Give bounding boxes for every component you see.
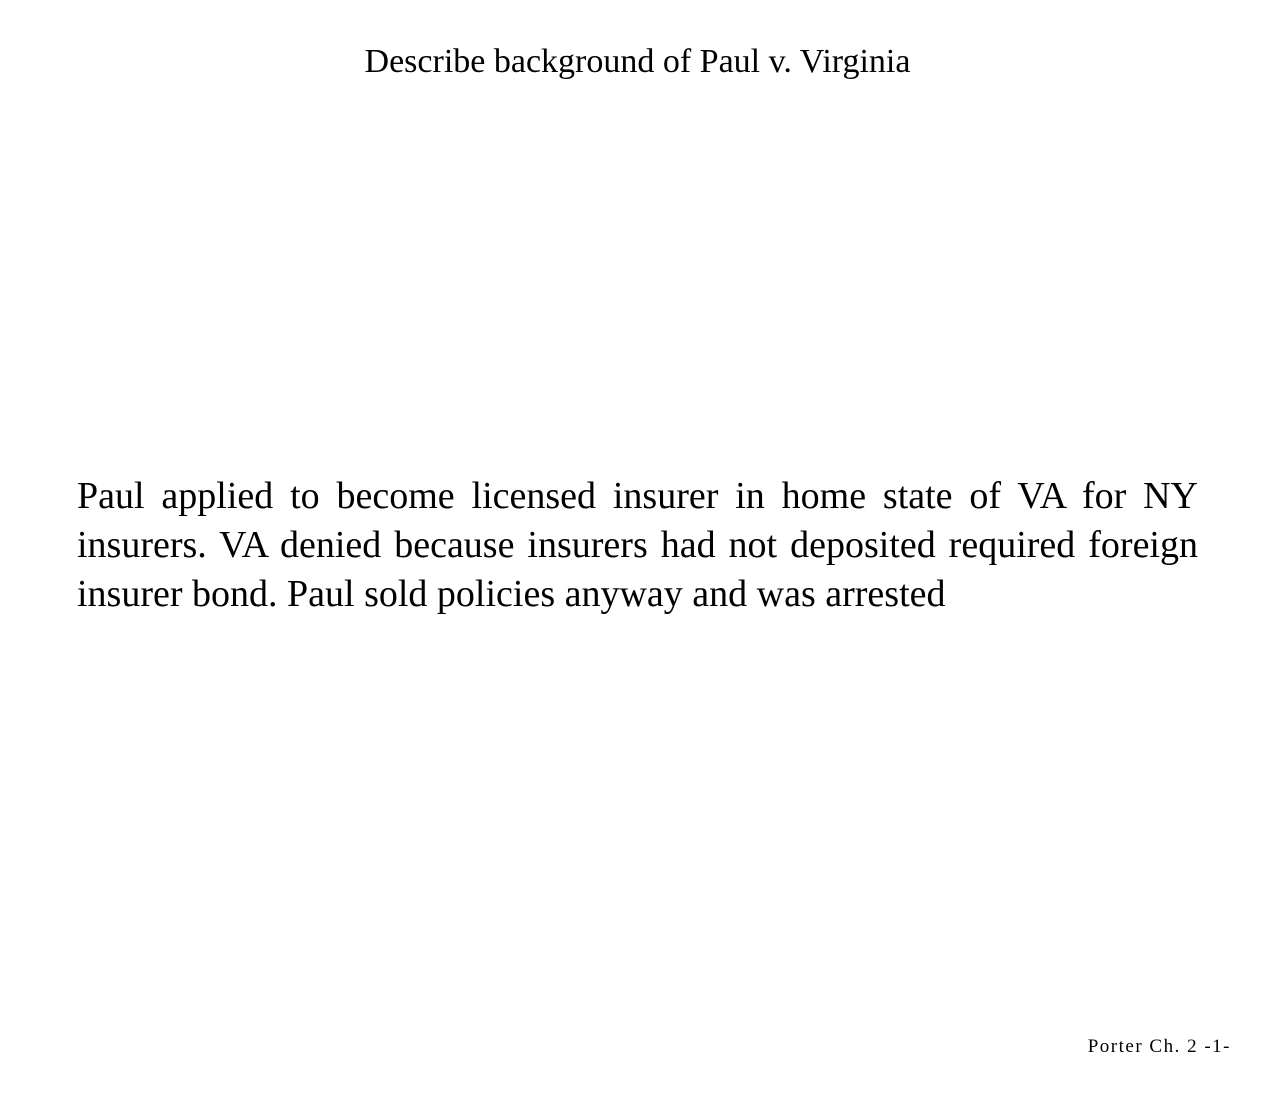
card-question: Describe background of Paul v. Virginia	[364, 43, 911, 80]
page-footer: Porter Ch. 2 -1-	[1087, 1036, 1231, 1057]
card-answer: Paul applied to become licensed insurer in home state of VA for NY insurers. VA denied because insurers had not deposited required foreign insurer bond. Paul sold policies anyway and was arrested	[77, 475, 1198, 615]
